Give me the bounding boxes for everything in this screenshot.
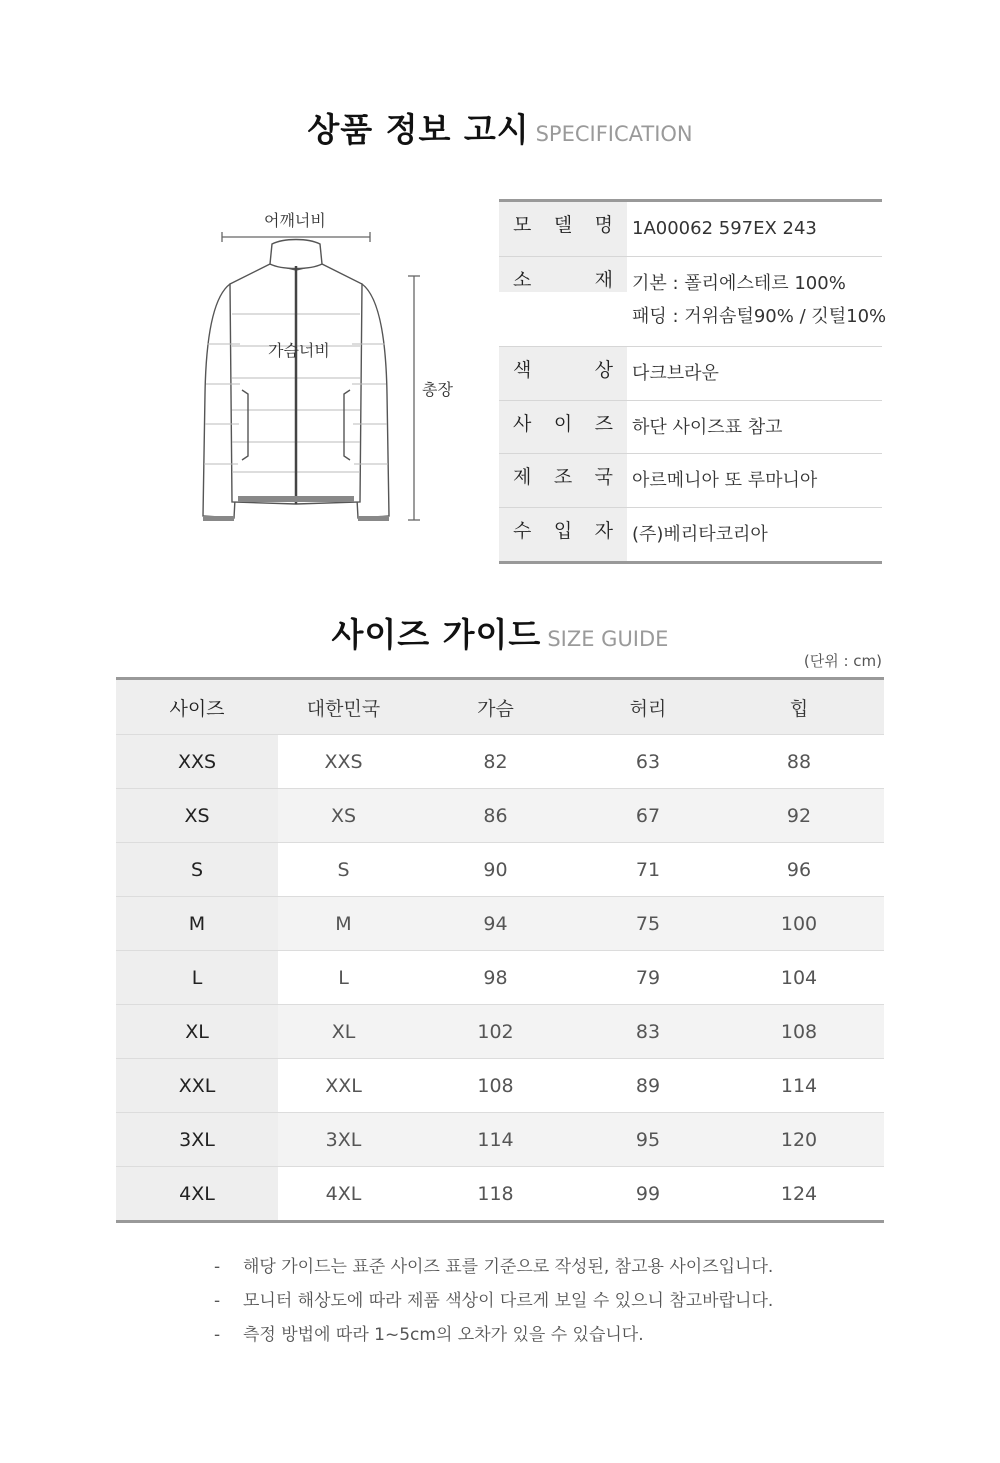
- spec-label-char: 이: [553, 413, 573, 435]
- spec-label-size: [499, 401, 627, 453]
- column-header-chest: 가슴: [409, 679, 582, 735]
- cell-chest: 86: [409, 789, 582, 843]
- cell-chest: 82: [409, 735, 582, 789]
- size-table-body: [116, 735, 884, 1222]
- cell-korea: S: [278, 843, 409, 897]
- spec-label-char: 모: [513, 214, 532, 236]
- cell-waist: 83: [582, 1005, 714, 1059]
- cell-chest: 102: [409, 1005, 582, 1059]
- column-header-hip: 힙: [714, 679, 884, 735]
- cell-waist: 99: [582, 1167, 714, 1222]
- cell-korea: M: [278, 897, 409, 951]
- spec-label-char: 제: [513, 466, 532, 488]
- cell-chest: 90: [409, 843, 582, 897]
- spec-label-model: [499, 202, 627, 256]
- spec-label-char: 소: [513, 269, 532, 291]
- cell-waist: 79: [582, 951, 714, 1005]
- cell-korea: L: [278, 951, 409, 1005]
- size-table: [116, 677, 884, 1223]
- spec-label-char: 즈: [594, 413, 613, 435]
- spec-title-korean: 상품 정보 고시: [307, 110, 530, 149]
- spec-label-char: 색: [513, 359, 532, 381]
- spec-title-english: SPECIFICATION: [535, 122, 693, 146]
- note-text: 모니터 해상도에 따라 제품 색상이 다르게 보일 수 있으니 참고바랍니다.: [243, 1291, 774, 1311]
- cell-size: XL: [116, 1005, 278, 1059]
- table-row: [116, 789, 884, 843]
- spec-value-material: [627, 257, 886, 346]
- length-label: 총장: [422, 380, 453, 399]
- note-text: 해당 가이드는 표준 사이즈 표를 기준으로 작성된, 참고용 사이즈입니다.: [243, 1257, 774, 1277]
- cell-korea: XXS: [278, 735, 409, 789]
- spec-label-char: 입: [553, 520, 573, 542]
- cell-hip: 120: [714, 1113, 884, 1167]
- spec-row-origin: [499, 453, 882, 507]
- cell-waist: 75: [582, 897, 714, 951]
- spec-label-char: 자: [594, 520, 613, 542]
- table-row: [116, 897, 884, 951]
- column-header-korea: 대한민국: [278, 679, 409, 735]
- size-guide-title: [0, 609, 1000, 656]
- right-cuff: [358, 516, 389, 521]
- column-header-size: 사이즈: [116, 679, 278, 735]
- shoulder-label: 어깨너비: [264, 211, 326, 230]
- cell-chest: 98: [409, 951, 582, 1005]
- spec-label-char: 사: [513, 413, 532, 435]
- spec-value-color: 다크브라운: [632, 363, 719, 384]
- spec-value-model: 1A00062 597EX 243: [632, 218, 817, 239]
- cell-size: L: [116, 951, 278, 1005]
- left-cuff: [203, 516, 234, 521]
- cell-waist: 71: [582, 843, 714, 897]
- table-row: [116, 1167, 884, 1222]
- jacket-collar: [270, 240, 322, 269]
- spec-label-material: [499, 257, 627, 292]
- jacket-measurement-illustration: [190, 204, 470, 534]
- note-item: [214, 1320, 773, 1354]
- cell-chest: 108: [409, 1059, 582, 1113]
- spec-value-importer: (주)베리타코리아: [632, 524, 768, 545]
- table-row: [116, 951, 884, 1005]
- cell-hip: 88: [714, 735, 884, 789]
- spec-row-size: [499, 400, 882, 453]
- cell-waist: 89: [582, 1059, 714, 1113]
- cell-waist: 95: [582, 1113, 714, 1167]
- note-dash: -: [214, 1325, 221, 1345]
- notes-list: [214, 1252, 773, 1354]
- cell-korea: 4XL: [278, 1167, 409, 1222]
- table-row: [116, 1005, 884, 1059]
- cell-hip: 100: [714, 897, 884, 951]
- cell-korea: XS: [278, 789, 409, 843]
- spec-label-char: 재: [594, 269, 613, 291]
- table-row: [116, 1059, 884, 1113]
- cell-chest: 118: [409, 1167, 582, 1222]
- spec-row-material: [499, 256, 887, 346]
- note-item: [214, 1286, 773, 1320]
- cell-hip: 96: [714, 843, 884, 897]
- spec-label-importer: [499, 508, 627, 561]
- cell-waist: 67: [582, 789, 714, 843]
- cell-chest: 114: [409, 1113, 582, 1167]
- cell-size: XXL: [116, 1059, 278, 1113]
- cell-waist: 63: [582, 735, 714, 789]
- spec-value-material-line: 패딩 : 거위솜털90% / 깃털10%: [632, 306, 887, 327]
- table-row: [116, 735, 884, 789]
- spec-label-char: 수: [513, 520, 532, 542]
- cell-size: 4XL: [116, 1167, 278, 1222]
- chest-label: 가슴너비: [268, 341, 330, 360]
- spec-label-char: 델: [553, 214, 573, 236]
- table-row: [116, 1113, 884, 1167]
- spec-table: [499, 199, 887, 564]
- size-table-header-row: [116, 679, 884, 735]
- size-guide-title-korean: 사이즈 가이드: [331, 615, 542, 654]
- cell-size: XXS: [116, 735, 278, 789]
- spec-value-material-line: 기본 : 폴리에스테르 100%: [632, 273, 846, 294]
- table-row: [116, 843, 884, 897]
- cell-size: 3XL: [116, 1113, 278, 1167]
- cell-korea: XL: [278, 1005, 409, 1059]
- spec-value-origin: 아르메니아 또 루마니아: [632, 470, 818, 491]
- cell-chest: 94: [409, 897, 582, 951]
- hem-band: [238, 496, 354, 502]
- spec-label-char: 국: [594, 466, 613, 488]
- spec-value-size: 하단 사이즈표 참고: [632, 417, 783, 438]
- cell-hip: 108: [714, 1005, 884, 1059]
- cell-size: XS: [116, 789, 278, 843]
- cell-korea: 3XL: [278, 1113, 409, 1167]
- size-guide-title-english: SIZE GUIDE: [547, 627, 669, 651]
- cell-hip: 104: [714, 951, 884, 1005]
- spec-label-char: 조: [553, 466, 573, 488]
- note-dash: -: [214, 1257, 221, 1277]
- note-text: 측정 방법에 따라 1~5cm의 오차가 있을 수 있습니다.: [243, 1325, 644, 1345]
- spec-label-char: 명: [594, 214, 613, 236]
- cell-hip: 124: [714, 1167, 884, 1222]
- cell-hip: 114: [714, 1059, 884, 1113]
- spec-row-color: [499, 346, 882, 400]
- unit-note: (단위 : cm): [803, 652, 882, 670]
- spec-label-char: 상: [594, 359, 613, 381]
- spec-row-importer: [499, 507, 882, 561]
- cell-size: M: [116, 897, 278, 951]
- spec-label-color: [499, 347, 627, 400]
- column-header-waist: 허리: [582, 679, 714, 735]
- spec-label-origin: [499, 454, 627, 507]
- cell-hip: 92: [714, 789, 884, 843]
- note-item: [214, 1252, 773, 1286]
- cell-korea: XXL: [278, 1059, 409, 1113]
- cell-size: S: [116, 843, 278, 897]
- note-dash: -: [214, 1291, 221, 1311]
- spec-row-model: [499, 202, 882, 256]
- spec-title: [0, 104, 1000, 151]
